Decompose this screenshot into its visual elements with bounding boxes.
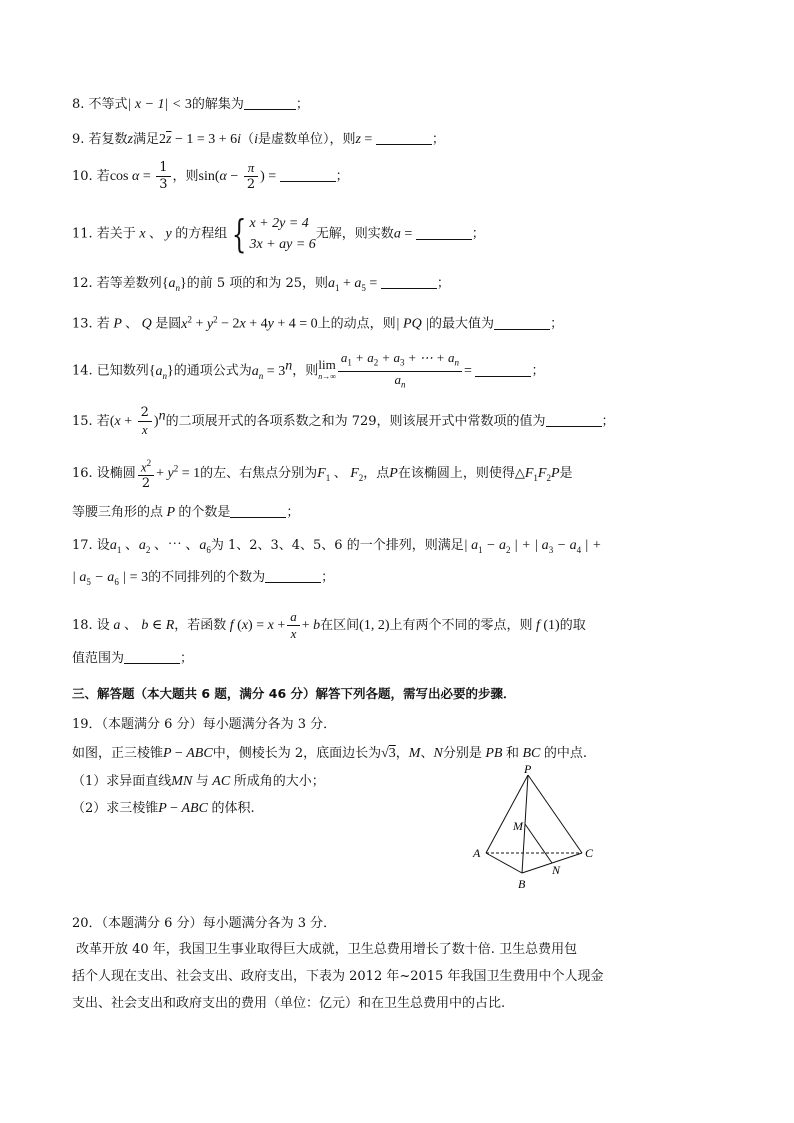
answer-blank [494,316,550,330]
edge-PA [486,775,528,853]
question-20-line-3: 支出、社会支出和政府支出的费用（单位：亿元）和在卫生总费用中的占比. [72,996,506,1011]
question-17-line-2: | $a_5 - a_6$ | = 3的不同排列的个数为 ； [72,570,335,587]
answer-blank [230,504,286,518]
answer-blank [546,413,602,427]
fraction: $\frac{\pi}{2}$ [244,160,258,193]
question-18: 18. 设 a 、 b ∈ R，若函数 f (x) = x + $\frac{a}{x}$ + b在区间(1, 2)上有两个不同的零点，则 f (1)的取 [72,609,586,641]
question-14: 14. 已知数列$\{a_n\}$的通项公式为$a_n = 3^n$，则 lim n→∞ $\frac{a_1 + a_2 + a_3 + \cdots + a_n}{a_n}$ = ； [72,350,544,392]
limit-symbol: lim n→∞ [318,357,336,382]
pyramid-figure [466,763,606,893]
brace-icon: { [232,212,247,256]
question-19-body: 如图，正三棱锥P − ABC中，侧棱长为 2，底面边长为√3，M、N分别是 PB 和 BC 的中点. [72,746,587,761]
edge-PC [528,775,582,853]
answer-blank [376,131,432,145]
fraction: $\frac{2}{x}$ [138,405,152,438]
math-expression: $2\overline{z} - 1 = 3 + 6i$ [159,132,242,147]
question-number: 8. 不等式 [72,97,128,112]
answer-blank [124,650,180,664]
question-19-part-1: （1）求异面直线MN 与 AC 所成角的大小； [72,774,325,789]
section-heading: 三、解答题（本大题共 6 题，满分 46 分）解答下列各题，需写出必要的步骤． [72,686,516,701]
math-expression: | x − 1| < [127,97,185,112]
question-16-line-2: 等腰三角形的点 P 的个数是 ； [72,505,300,520]
question-19-heading: 19．（本题满分 6 分）每小题满分各为 3 分． [72,717,337,732]
question-12: 12. 若等差数列$\{a_n\}$的前 5 项的和为 25，则$a_1 + a_5$ = ； [72,276,450,293]
question-15: 15. 若(x + $\frac{2}{x}$ )$^n$的二项展开式的各项系数之和为 729，则该展开式中常数项的值为 ； [72,405,615,437]
question-9: 9. 若复数z满足$2\overline{z} - 1 = 3 + 6i(i$是虚数单位），则z = ； [72,132,445,147]
label-B: B [518,877,526,891]
answer-blank [265,569,321,583]
segment-MN [525,824,552,863]
question-18-line-2: 值范围为 ； [72,651,194,666]
question-20-line-2: 括个人现在支出、社会支出、政府支出，下表为 2012 年~2015 年我国卫生费用中个人现金 [72,969,604,984]
fraction: $\frac{x^2}{2}$ [138,455,154,492]
answer-blank [280,168,336,182]
fraction: $\frac{a_1 + a_2 + a_3 + \cdots + a_n}{a_n}$ [338,350,462,392]
label-A: A [473,846,481,860]
answer-blank [416,226,472,240]
answer-blank [244,96,296,110]
question-10: 10. 若cos α = $\frac{1}{3}$ ，则sin(α − $\frac{\pi}{2}$ ) = ； [72,160,349,192]
edge-AB [486,853,522,873]
question-11: 11. 若关于 x 、 y 的方程组 { x + 2y = 4 3x + ay = 6 无解，则实数a = ； [72,212,485,256]
answer-blank [475,363,531,377]
question-13: 13. 若 P 、 Q 是圆$x^2 + y^2 - 2x + 4y + 4 = 0$上的动点，则| PQ |的最大值为 ； [72,314,564,332]
label-N: N [552,863,561,877]
equation-system: x + 2y = 4 3x + ay = 6 [249,216,316,252]
question-8: 8. 不等式| x − 1| < 3的解集为 ； [72,97,309,112]
label-C: C [585,846,594,860]
question-20-heading: 20．（本题满分 6 分）每小题满分各为 3 分． [72,916,337,931]
question-16: 16. 设椭圆 $\frac{x^2}{2}$ + $y^2 = 1$的左、右焦点分别为$F_1$ 、 $F_2$，点P在该椭圆上，则使得$\triangle F_1F_2P$是 [72,455,573,492]
answer-blank [381,275,437,289]
label-M: M [513,819,523,833]
question-17: 17. 设$a_1$ 、$a_2$ 、⋯ 、$a_6$为 1、2、3、4、5、6 的一个排列，则满足| $a_1 - a_2$ | + | $a_3 - a_4$ | + [72,538,602,555]
fraction: $\frac{a}{x}$ [287,609,300,642]
question-20-line-1: 改革开放 40 年，我国卫生事业取得巨大成就，卫生总费用增长了数十倍. 卫生总费用包 [76,942,578,957]
fraction: $\frac{1}{3}$ [156,160,170,193]
label-P: P [524,763,532,776]
question-19-part-2: （2）求三棱锥P − ABC 的体积. [72,801,255,816]
